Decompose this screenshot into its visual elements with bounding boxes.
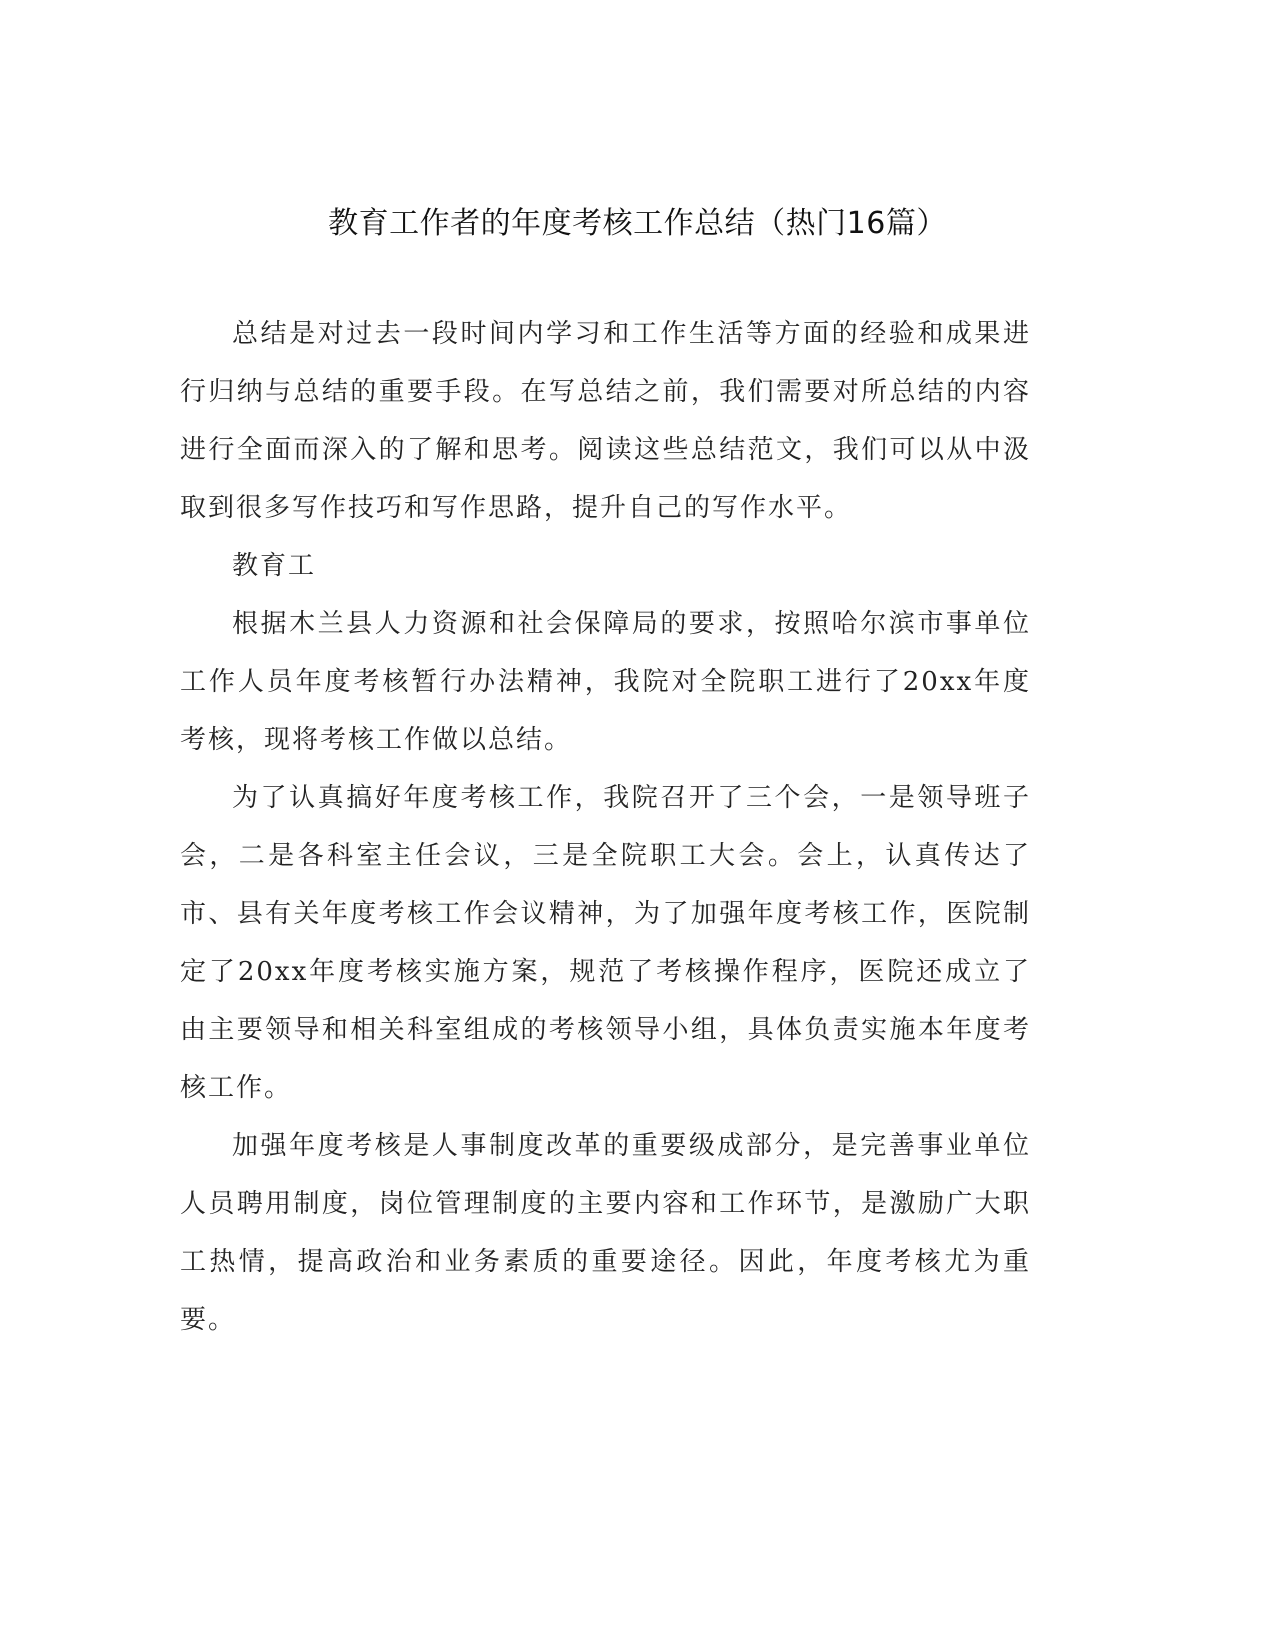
paragraph-requirements: 根据木兰县人力资源和社会保障局的要求，按照哈尔滨市事单位工作人员年度考核暂行办法精神，我院对全院职工进行了20xx年度考核，现将考核工作做以总结。	[180, 609, 1031, 755]
paragraph-intro: 总结是对过去一段时间内学习和工作生活等方面的经验和成果进行归纳与总结的重要手段。在写总结之前，我们需要对所总结的内容进行全面而深入的了解和思考。阅读这些总结范文，我们可以从中汲取到很多写作技巧和写作思路，提升自己的写作水平。	[180, 319, 1031, 523]
document-title: 教育工作者的年度考核工作总结（热门16篇）	[328, 206, 947, 241]
paragraph-heading-fragment: 教育工	[232, 551, 317, 581]
paragraph-meetings: 为了认真搞好年度考核工作，我院召开了三个会，一是领导班子会，二是各科室主任会议，三是全院职工大会。会上，认真传达了市、县有关年度考核工作会议精神，为了加强年度考核工作，医院制定了20xx年度考核实施方案，规范了考核操作程序，医院还成立了由主要领导和相关科室组成的考核领导小组，具体负责实施本年度考核工作。	[180, 783, 1031, 1103]
document-body	[180, 305, 1031, 1349]
paragraph-importance: 加强年度考核是人事制度改革的重要级成部分，是完善事业单位人员聘用制度，岗位管理制度的主要内容和工作环节，是激励广大职工热情，提高政治和业务素质的重要途径。因此，年度考核尤为重要。	[180, 1131, 1031, 1335]
